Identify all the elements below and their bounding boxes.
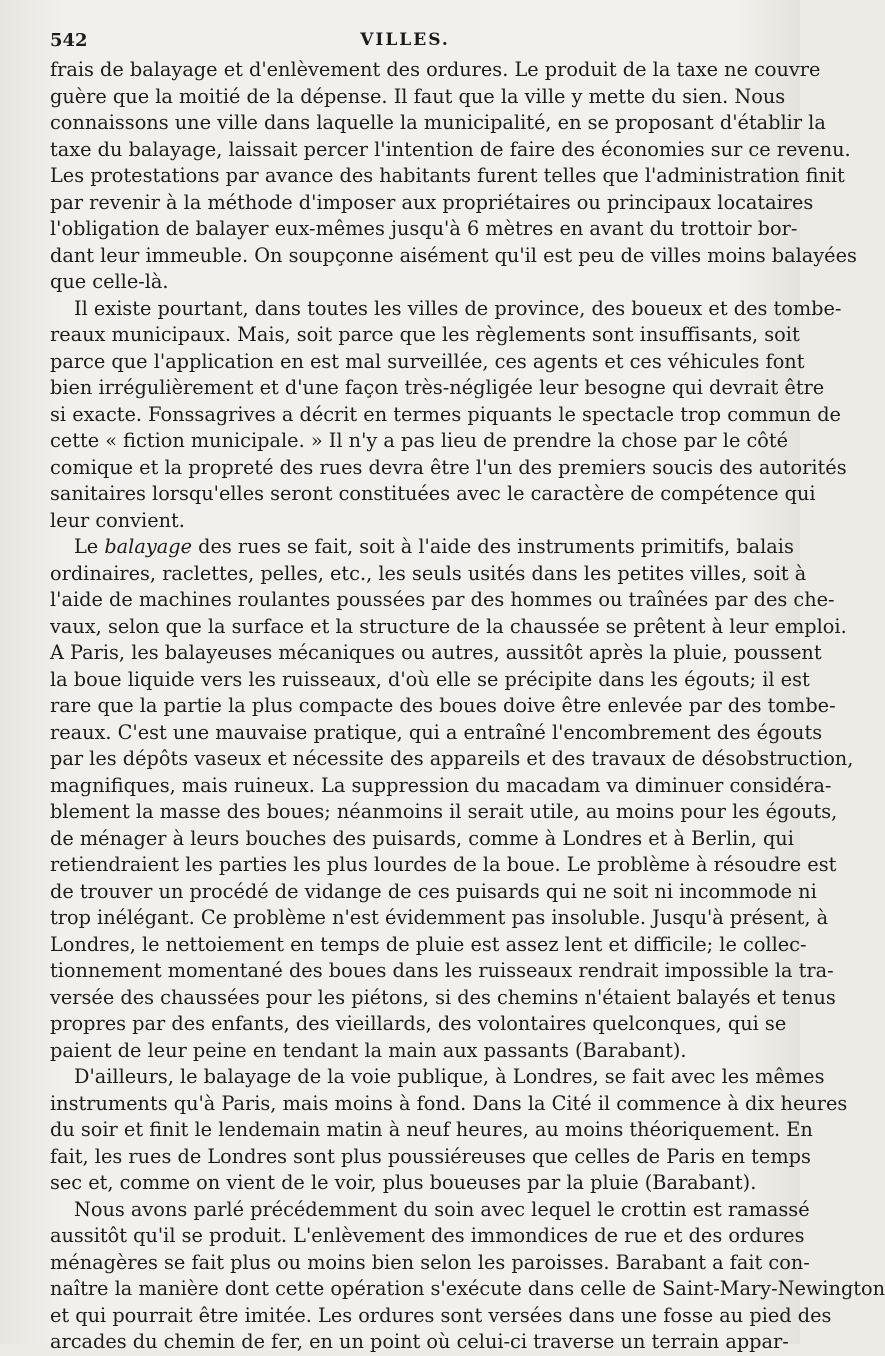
- text-line: que celle-là.: [50, 270, 169, 293]
- text-line: aussitôt qu'il se produit. L'enlèvement des immondices de rue et des ordures: [50, 1224, 805, 1247]
- text-line: Londres, le nettoiement en temps de pluie est assez lent et difficile; le collec-: [50, 932, 807, 956]
- text-line: tionnement momentané des boues dans les ruisseaux rendrait impossible la tra-: [50, 959, 834, 982]
- text-line: vaux, selon que la surface et la structure de la chaussée se prêtent à leur emploi.: [50, 614, 847, 638]
- paragraph: [50, 1064, 848, 1197]
- text-line: du soir et finit le lendemain matin à neuf heures, au moins théoriquement. En: [50, 1118, 813, 1141]
- text-line: connaissons une ville dans laquelle la municipalité, en se proposant d'établir la: [50, 111, 826, 134]
- text-line: dant leur immeuble. On soupçonne aisément qu'il est peu de villes moins balayées: [50, 243, 857, 267]
- text-line: guère que la moitié de la dépense. Il faut que la ville y mette du sien. Nous: [50, 84, 786, 108]
- text-line: la boue liquide vers les ruisseaux, d'où elle se précipite dans les égouts; il est: [50, 667, 810, 691]
- text-line: instruments qu'à Paris, mais moins à fond. Dans la Cité il commence à dix heures: [50, 1091, 848, 1115]
- text-line: A Paris, les balayeuses mécaniques ou autres, aussitôt après la pluie, poussent: [50, 641, 822, 664]
- running-title: VILLES.: [360, 30, 450, 50]
- text-line: parce que l'application en est mal surveillée, ces agents et ces véhicules font: [50, 349, 805, 373]
- text-line: ordinaires, raclettes, pelles, etc., les seuls usités dans les petites villes, soit à: [50, 561, 807, 585]
- text-line: rare que la partie la plus compacte des boues doive être enlevée par des tombe-: [50, 694, 836, 717]
- text-line: ménagères se fait plus ou moins bien selon les paroisses. Barabant a fait con-: [50, 1250, 810, 1274]
- text-line: frais de balayage et d'enlèvement des ordures. Le produit de la taxe ne couvre: [50, 58, 821, 81]
- text-line: taxe du balayage, laissait percer l'intention de faire des économies sur ce revenu.: [50, 137, 851, 161]
- text-line: et qui pourrait être imitée. Les ordures sont versées dans une fosse au pied des: [50, 1303, 832, 1327]
- text-line: arcades du chemin de fer, en un point où celui-ci traverse un terrain appar-: [50, 1330, 789, 1353]
- body-text: [50, 57, 885, 1356]
- page-header: [50, 30, 760, 54]
- text-line: trop inélégant. Ce problème n'est évidemment pas insoluble. Jusqu'à présent, à: [50, 906, 829, 929]
- text-line: Il existe pourtant, dans toutes les villes de province, des boueux et des tombe-: [74, 296, 842, 320]
- text-line: leur convient.: [50, 508, 185, 532]
- text-line: reaux. C'est une mauvaise pratique, qui a entraîné l'encombrement des égouts: [50, 720, 823, 744]
- text-line: de trouver un procédé de vidange de ces puisards qui ne soit ni incommode ni: [50, 879, 817, 903]
- text-line: l'obligation de balayer eux-mêmes jusqu'à 6 mètres en avant du trottoir bor-: [50, 217, 798, 240]
- text-line: reaux municipaux. Mais, soit parce que les règlements sont insuffisants, soit: [50, 323, 800, 346]
- italic-term: balayage: [104, 535, 192, 558]
- text-line: de ménager à leurs bouches des puisards, comme à Londres et à Berlin, qui: [50, 826, 794, 850]
- text-line: l'aide de machines roulantes poussées par des hommes ou traînées par des che-: [50, 588, 835, 611]
- text-line: si exacte. Fonssagrives a décrit en termes piquants le spectacle trop commun de: [50, 402, 841, 426]
- text-line: par revenir à la méthode d'imposer aux propriétaires ou principaux locataires: [50, 190, 814, 214]
- text-line: propres par des enfants, des vieillards, des volontaires quelconques, qui se: [50, 1012, 787, 1035]
- text-line: sanitaires lorsqu'elles seront constituées avec le caractère de compétence qui: [50, 482, 816, 505]
- paragraph: [50, 534, 854, 1064]
- text-line: paient de leur peine en tendant la main aux passants (Barabant).: [50, 1038, 687, 1062]
- text-line: bien irrégulièrement et d'une façon très-négligée leur besogne qui devrait être: [50, 376, 825, 399]
- text-line: blement la masse des boues; néanmoins il serait utile, au moins pour les égouts,: [50, 800, 838, 823]
- text-line: naître la manière dont cette opération s'exécute dans celle de Saint-Mary-Newington: [50, 1277, 885, 1300]
- text-line: cette « fiction municipale. » Il n'y a pas lieu de prendre la chose par le côté: [50, 429, 789, 452]
- text-line: fait, les rues de Londres sont plus poussiéreuses que celles de Paris en temps: [50, 1144, 811, 1168]
- text-line: Nous avons parlé précédemment du soin avec lequel le crottin est ramassé: [74, 1197, 810, 1221]
- text-line: retiendraient les parties les plus lourdes de la boue. Le problème à résoudre est: [50, 853, 837, 876]
- text-fragment: Le: [74, 535, 105, 558]
- text-line: Les protestations par avance des habitants furent telles que l'administration finit: [50, 164, 845, 187]
- text-line: magnifiques, mais ruineux. La suppression du macadam va diminuer considéra-: [50, 773, 832, 797]
- text-line: [50, 534, 794, 561]
- text-line: comique et la propreté des rues devra être l'un des premiers soucis des autorités: [50, 455, 847, 479]
- text-line: par les dépôts vaseux et nécessite des appareils et des travaux de désobstruction,: [50, 747, 854, 770]
- text-fragment: des rues se fait, soit à l'aide des instruments primitifs, balais: [192, 535, 794, 558]
- text-line: versée des chaussées pour les piétons, si des chemins n'étaient balayés et tenus: [50, 985, 836, 1009]
- paragraph: [50, 57, 857, 296]
- text-line: sec et, comme on vient de le voir, plus boueuses par la pluie (Barabant).: [50, 1171, 757, 1194]
- paragraph: [50, 1197, 885, 1356]
- page-number: 542: [50, 30, 88, 51]
- text-line: D'ailleurs, le balayage de la voie publique, à Londres, se fait avec les mêmes: [74, 1065, 825, 1088]
- paragraph: [50, 296, 847, 535]
